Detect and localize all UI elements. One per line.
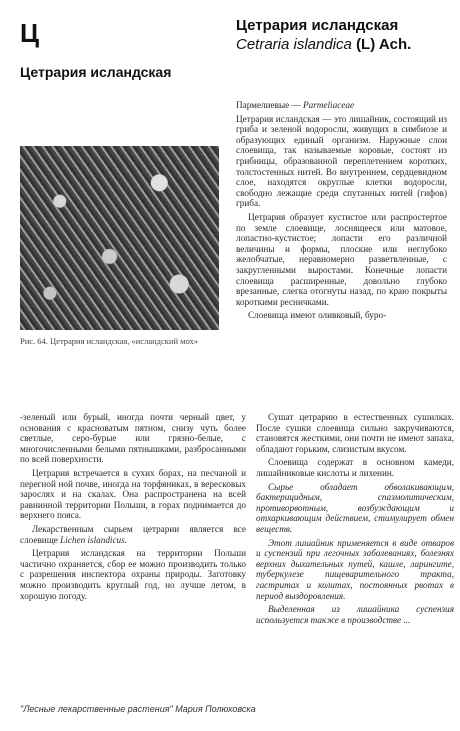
raw-material-latin: Lichen islandicus. [60, 534, 128, 545]
lichen-photo [20, 146, 219, 330]
paragraph: Слоевища имеют оливковый, буро- [248, 310, 387, 321]
paragraph: Цетрария исландская — это лишайник, состоящий из гриба и зеленой водоросли, живущих в симбиозе и образующих единый организм. Наружные слои слоевища, так называемые коровые, состоят из грибницы, образованной переплетением коротких, толстостенных нитей. Во внутреннем, сердцевидном слое, находятся округлые клетки водоросли, свободно лежащие среди спутанных нитей (гифов) гриба. [236, 113, 447, 209]
text-column-right-bottom [256, 412, 454, 628]
species-title [236, 16, 451, 54]
species-name-latin: Cetraria islandica [236, 36, 352, 53]
paragraph: Слоевища содержат в основном камеди, лишайниковые кислоты и лихенин. [256, 457, 454, 478]
paragraph: Сушат цетрарию в естественных сушилках. После сушки слоевища сильно закручиваются, становятся жесткими, они почти не имеют запаха, обладают горьким, слизистым вкусом. [256, 412, 454, 454]
family-line [236, 100, 447, 111]
paragraph-italic: Этот лишайник применяется в виде отваров и суспензий при легочных заболеваниях, болезнях верхних дыхательных путей, кашле, ларингите, туберкулезе пищеварительного тракта, гастритах и колитах, постоянных рвотах в период выздоровления. [256, 537, 454, 601]
species-author: (L) Ach. [356, 36, 412, 53]
paragraph-italic: Сырье обладает обволакивающим, бактерицидным, спазмолитическим, противорвотным, возбуждающим и отхаркивающим действием, стимулирует обмен веществ. [256, 481, 454, 534]
paragraph [20, 524, 246, 545]
text-column-right-top [236, 100, 447, 324]
family-name-ru: Пармелиевые — [236, 100, 301, 110]
text-column-left-bottom [20, 412, 246, 604]
paragraph: -зеленый или бурый, иногда почти черный цвет, у основания с красноватым пятном, снизу чуть более светлые, серо-бурые или грязно-белые, с многочисленными белыми пятнышками, разбросанными по всей поверхности. [20, 412, 246, 465]
paragraph: Цетрария образует кустистое или распростертое по земле слоевище, лоснящееся или матовое, лопастно-кустистое; лопасти его различной величины и формы, плоские или неглубоко желобчатые, неравномерно разветвленные, с закругленными выростами. Конечные лопасти слоевища расширенные, довольно глубоко врезанные, слегка отогнуты назад, по краю покрыты короткими ресничками. [236, 211, 447, 307]
paragraph-italic: Выделенная из лишайника суспензия используется также в производстве ... [256, 604, 454, 625]
page-heading: Цетрария исландская [20, 64, 172, 80]
raw-material-text: Лекарственным сырьем цетрарии является все слоевище [20, 523, 246, 545]
section-letter: Ц [20, 18, 39, 48]
species-name-ru: Цетрария исландская [236, 17, 399, 34]
paragraph: Цетрария исландская на территории Польши частично охраняется, сбор ее можно производить только с разрешения инспектора охраны природы. Заготовку можно производить круглый год, но лучше летом, в хорошую погоду. [20, 548, 246, 601]
family-name-latin: Parmeliaceae [303, 100, 355, 110]
paragraph: Цетрария встречается в сухих борах, на песчаной и перегной ной почве, иногда на торфяниках, в вересковых зарослях и на скалах. Она распространена на всей равнинной территории Польши, в горах поднимается до верхнего пояса. [20, 467, 246, 521]
figure-caption: Рис. 64. Цетрария исландская, «исландский мох» [20, 336, 199, 346]
source-credit: "Лесные лекарственные растения" Мария Полюховска [20, 704, 256, 714]
